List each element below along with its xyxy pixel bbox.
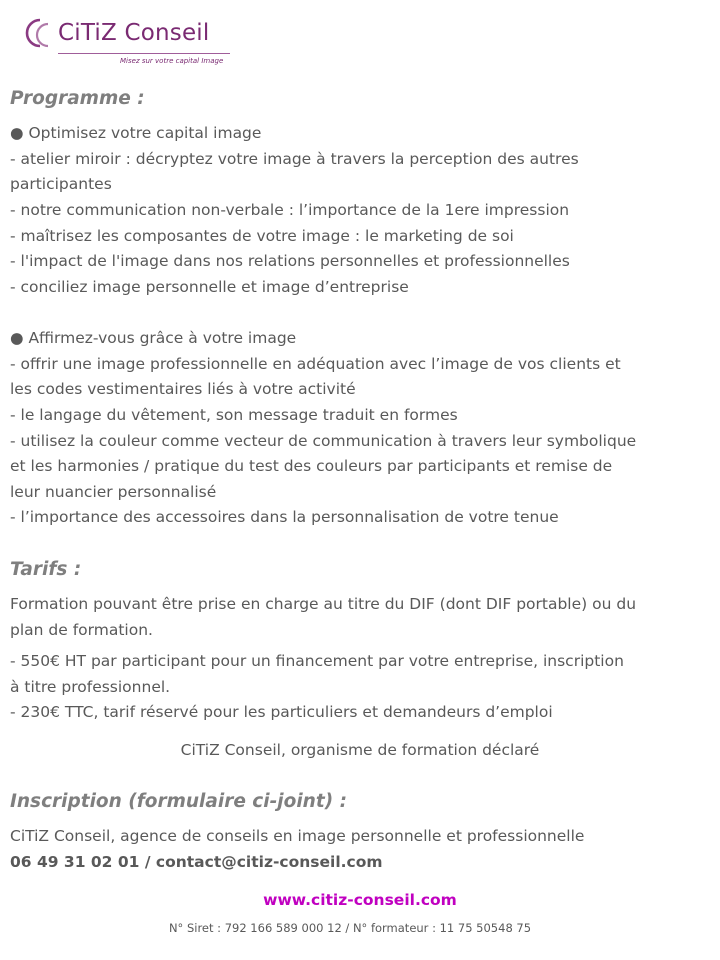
programme-line: - maîtrisez les composantes de votre image : le marketing de soi (10, 227, 514, 245)
programme-line: - atelier miroir : décryptez votre image à travers la perception des autres (10, 150, 579, 168)
tarifs-heading: Tarifs : (10, 559, 82, 580)
programme-line: ● Optimisez votre capital image (10, 124, 262, 142)
logo (16, 14, 226, 64)
programme-line: et les harmonies / pratique du test des couleurs par participants et remise de (10, 457, 613, 475)
tarif-line: à titre professionnel. (10, 678, 171, 696)
programme-line: - l'impact de l'image dans nos relations personnelles et professionnelles (10, 252, 570, 270)
agency-line: CiTiZ Conseil, agence de conseils en image personnelle et professionnelle (10, 827, 585, 845)
programme-line: - utilisez la couleur comme vecteur de communication à travers leur symbolique (10, 432, 637, 450)
tarifs-intro-line: Formation pouvant être prise en charge au titre du DIF (dont DIF portable) ou du (10, 595, 637, 613)
programme-line: participantes (10, 175, 112, 193)
programme-line: leur nuancier personnalisé (10, 483, 217, 501)
programme-line: - offrir une image professionnelle en adéquation avec l’image de vos clients et (10, 355, 621, 373)
logo-tagline: Misez sur votre capital Image (120, 57, 224, 65)
programme-line: les codes vestimentaires liés à votre activité (10, 380, 356, 398)
contact-line[interactable]: 06 49 31 02 01 / contact@citiz-conseil.com (10, 853, 383, 871)
tarif-line: - 550€ HT par participant pour un financement par votre entreprise, inscription (10, 652, 624, 670)
programme-line: ● Affirmez-vous grâce à votre image (10, 329, 297, 347)
legal-info: N° Siret : 792 166 589 000 12 / N° formateur : 11 75 50548 75 (168, 921, 532, 935)
website-link[interactable]: www.citiz-conseil.com (263, 891, 457, 909)
programme-heading: Programme : (10, 88, 145, 109)
tarifs-intro-line: plan de formation. (10, 621, 153, 639)
inscription-heading: Inscription (formulaire ci-joint) : (10, 791, 347, 812)
logo-cc-icon (16, 14, 60, 54)
programme-line: - notre communication non-verbale : l’importance de la 1ere impression (10, 201, 570, 219)
programme-line: - l’importance des accessoires dans la personnalisation de votre tenue (10, 508, 559, 526)
logo-name: CiTiZ Conseil (58, 20, 210, 46)
programme-line: - le langage du vêtement, son message traduit en formes (10, 406, 458, 424)
logo-divider (58, 53, 230, 54)
programme-line: - conciliez image personnelle et image d’entreprise (10, 278, 409, 296)
training-declared: CiTiZ Conseil, organisme de formation déclaré (180, 741, 540, 759)
tarif-line: - 230€ TTC, tarif réservé pour les particuliers et demandeurs d’emploi (10, 703, 553, 721)
